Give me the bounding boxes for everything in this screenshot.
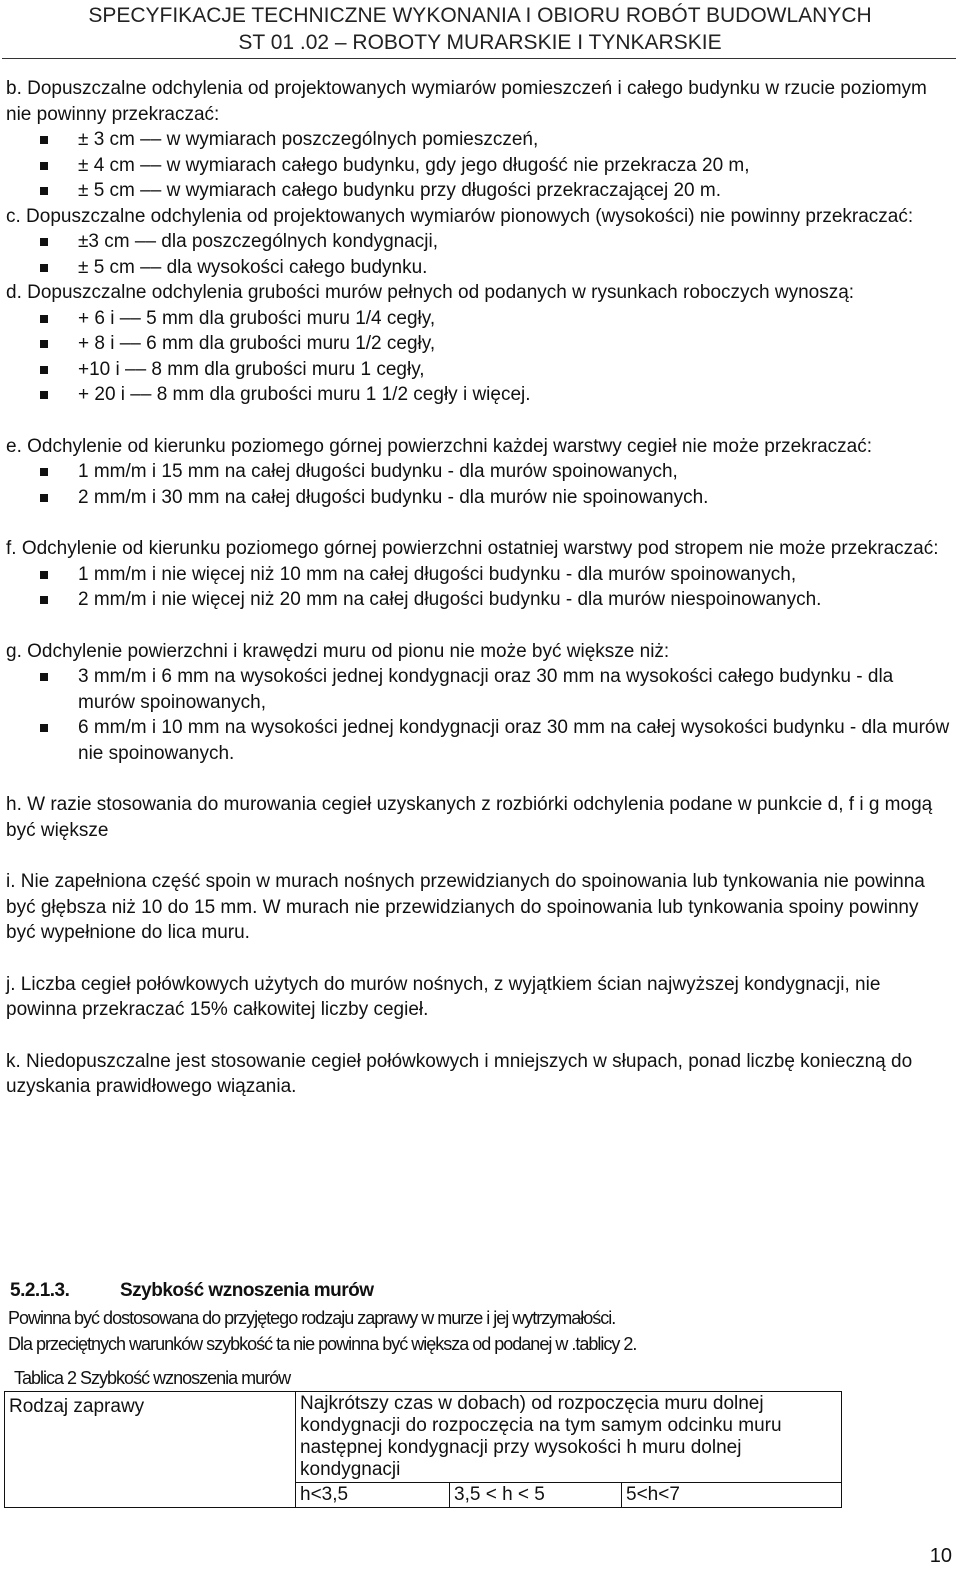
list-item: +10 i –– 8 mm dla grubości muru 1 cegły,	[6, 357, 951, 383]
bullet-icon	[40, 391, 48, 399]
bullet-icon	[40, 724, 48, 732]
table-header-cell: Najkrótszy czas w dobach) od rozpoczęcia muru dolnej kondygnacji do rozpoczęcia na tym samym odcinku muru następnej kondygnacji przy wysokości h muru dolnej kondygnacji	[296, 1392, 842, 1483]
bullet-icon	[40, 340, 48, 348]
list-g	[6, 664, 951, 766]
table-header-cell: Rodzaj zaprawy	[5, 1392, 296, 1508]
para-g: g. Odchylenie powierzchni i krawędzi muru od pionu nie może być większe niż:	[6, 640, 670, 662]
list-item: 1 mm/m i 15 mm na całej długości budynku - dla murów spoinowanych,	[6, 459, 951, 485]
list-e	[6, 459, 951, 510]
table-cell: 3,5 < h < 5	[450, 1483, 622, 1508]
header-title: SPECYFIKACJE TECHNICZNE WYKONANIA I OBIORU ROBÓT BUDOWLANYCH	[88, 4, 872, 27]
bullet-icon	[40, 494, 48, 502]
bullet-icon	[40, 673, 48, 681]
section-title: Szybkość wznoszenia murów	[120, 1280, 374, 1301]
para-e: e. Odchylenie od kierunku poziomego górnej powierzchni każdej warstwy cegieł nie może przekraczać:	[6, 435, 872, 457]
table-caption: Tablica 2 Szybkość wznoszenia murów	[14, 1368, 291, 1388]
bullet-icon	[40, 468, 48, 476]
para-c: c. Dopuszczalne odchylenia od projektowanych wymiarów pionowych (wysokości) nie powinny przekraczać:	[6, 205, 914, 227]
bullet-icon	[40, 264, 48, 272]
list-item: ± 3 cm –– w wymiarach poszczególnych pomieszczeń,	[6, 127, 951, 153]
para-k: k. Niedopuszczalne jest stosowanie cegieł połówkowych i mniejszych w słupach, ponad liczbę konieczną do uzyskania prawidłowego wiązania.	[6, 1050, 913, 1097]
list-item: 2 mm/m i nie więcej niż 20 mm na całej długości budynku - dla murów niespoinowanych.	[6, 587, 951, 613]
list-item: + 8 i –– 6 mm dla grubości muru 1/2 cegły,	[6, 331, 951, 357]
bullet-icon	[40, 366, 48, 374]
page-header	[0, 2, 960, 56]
section-number: 5.2.1.3.	[10, 1280, 70, 1301]
section-text-1: Powinna być dostosowana do przyjętego rodzaju zaprawy w murze i jej wytrzymałości.	[8, 1308, 616, 1328]
section-heading	[10, 1280, 374, 1302]
bullet-icon	[40, 136, 48, 144]
header-divider	[2, 58, 956, 59]
list-item: 2 mm/m i 30 mm na całej długości budynku - dla murów nie spoinowanych.	[6, 485, 951, 511]
list-item: + 6 i –– 5 mm dla grubości muru 1/4 cegły,	[6, 306, 951, 332]
list-f	[6, 562, 951, 613]
para-b: b. Dopuszczalne odchylenia od projektowanych wymiarów pomieszczeń i całego budynku w rzucie poziomym nie powinny przekraczać:	[6, 78, 927, 125]
bullet-icon	[40, 238, 48, 246]
page-number: 10	[929, 1545, 952, 1567]
speed-table	[4, 1391, 842, 1508]
document-body	[6, 76, 951, 1100]
header-subtitle: ST 01 .02 – ROBOTY MURARSKIE I TYNKARSKIE	[238, 31, 722, 54]
list-c	[6, 229, 951, 280]
bullet-icon	[40, 571, 48, 579]
para-i: i. Nie zapełniona część spoin w murach nośnych przewidzianych do spoinowania lub tynkowania nie powinna być głębsza niż 10 do 15 mm. W murach nie przewidzianych do spoinowania lub tynkowania spoiny powinny być wypełnione do lica muru.	[6, 871, 925, 943]
list-item: ± 4 cm –– w wymiarach całego budynku, gdy jego długość nie przekracza 20 m,	[6, 153, 951, 179]
list-item: 1 mm/m i nie więcej niż 10 mm na całej długości budynku - dla murów spoinowanych,	[6, 562, 951, 588]
bullet-icon	[40, 315, 48, 323]
list-d	[6, 306, 951, 408]
list-item: ± 5 cm –– w wymiarach całego budynku przy długości przekraczającej 20 m.	[6, 178, 951, 204]
list-b	[6, 127, 951, 204]
bullet-icon	[40, 596, 48, 604]
para-h: h. W razie stosowania do murowania cegieł uzyskanych z rozbiórki odchylenia podane w punkcie d, f i g mogą być większe	[6, 794, 933, 841]
table-row	[5, 1392, 842, 1483]
para-j: j. Liczba cegieł połówkowych użytych do murów nośnych, z wyjątkiem ścian najwyższej kondygnacji, nie powinna przekraczać 15% całkowitej liczby cegieł.	[6, 973, 881, 1020]
table-cell: h<3,5	[296, 1483, 450, 1508]
list-item: 6 mm/m i 10 mm na wysokości jednej kondygnacji oraz 30 mm na całej wysokości budynku - dla murów nie spoinowanych.	[6, 715, 951, 766]
list-item: 3 mm/m i 6 mm na wysokości jednej kondygnacji oraz 30 mm na wysokości całego budynku - dla murów spoinowanych,	[6, 664, 951, 715]
list-item: ± 5 cm –– dla wysokości całego budynku.	[6, 255, 951, 281]
bullet-icon	[40, 187, 48, 195]
list-item: + 20 i –– 8 mm dla grubości muru 1 1/2 cegły i więcej.	[6, 382, 951, 408]
section-text-2: Dla przeciętnych warunków szybkość ta nie powinna być większa od podanej w .tablicy 2.	[8, 1334, 637, 1354]
para-d: d. Dopuszczalne odchylenia grubości murów pełnych od podanych w rysunkach roboczych wynoszą:	[6, 282, 855, 303]
para-f: f. Odchylenie od kierunku poziomego górnej powierzchni ostatniej warstwy pod stropem nie może przekraczać:	[6, 538, 939, 559]
list-item: ±3 cm –– dla poszczególnych kondygnacji,	[6, 229, 951, 255]
bullet-icon	[40, 162, 48, 170]
table-cell: 5<h<7	[622, 1483, 842, 1508]
